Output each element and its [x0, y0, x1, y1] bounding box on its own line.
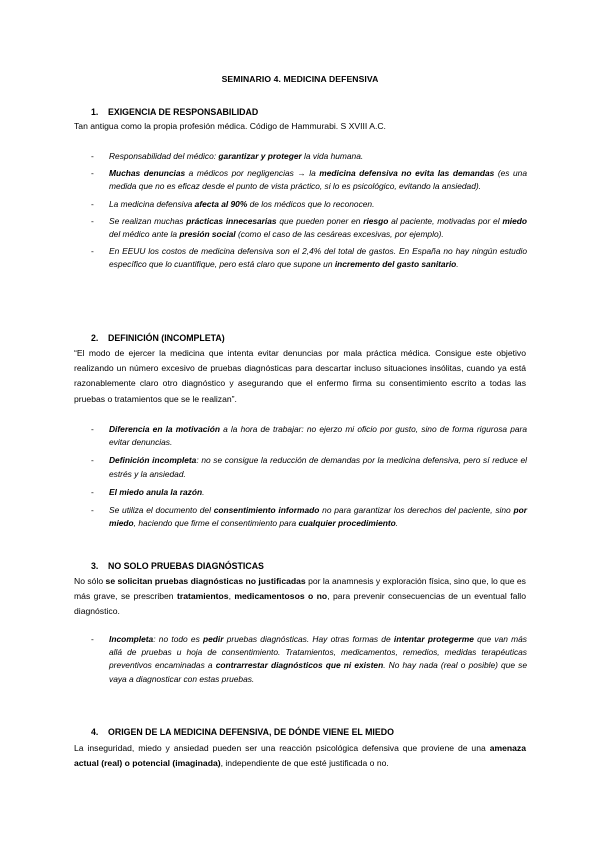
section-1-title: EXIGENCIA DE RESPONSABILIDAD [108, 107, 259, 117]
bullet-afecta-90: - La medicina defensiva afecta al 90% de los médicos que lo reconocen. [91, 198, 527, 211]
bullet-definicion-incompleta: - Definición incompleta: no se consigue la reducción de demandas por la medicina defensiva, pero sí reduce el estrés y la ansiedad. [91, 454, 527, 480]
section-1-heading [91, 107, 258, 117]
page-title: SEMINARIO 4. MEDICINA DEFENSIVA [221, 74, 379, 84]
bullet-denuncias: - Muchas denuncias a médicos por negligencias → la medicina defensiva no evita las demandas (es una medida que no es eficaz desde el punto de vista práctico, si lo es psicológico, evitando la ansiedad). [91, 167, 527, 193]
section-2-title: DEFINICIÓN (INCOMPLETA) [108, 333, 225, 343]
section-4-heading [91, 727, 394, 737]
section-1-bullets [91, 150, 527, 272]
section-4-intro: La inseguridad, miedo y ansiedad pueden ser una reacción psicológica defensiva que proviene de una amenaza actual (real) o potencial (imaginada), independiente de que esté justificada o no. [74, 743, 526, 769]
section-3-title: NO SOLO PRUEBAS DIAGNÓSTICAS [108, 561, 264, 571]
bullet-responsabilidad: - Responsabilidad del médico: garantizar y proteger la vida humana. [91, 150, 527, 163]
section-1-number: 1. [91, 107, 99, 117]
bullet-consentimiento: - Se utiliza el documento del consentimiento informado no para garantizar los derechos del paciente, sino por miedo, haciendo que firme el consentimiento para cualquier procedimiento. [91, 504, 527, 530]
section-2-bullets [91, 423, 527, 530]
bullet-costos-eeuu: - En EEUU los costos de medicina defensiva son el 2,4% del total de gastos. En España no hay ningún estudio específico que lo cuantifique, pero está claro que supone un incremento del gasto sanitario. [91, 245, 527, 271]
section-3-number: 3. [91, 561, 99, 571]
section-2-definition: “El modo de ejercer la medicina que intenta evitar denuncias por mala práctica médica. Consigue este objetivo realizando un número excesivo de pruebas diagnósticas para descartar incluso situaciones insólitas, cuando ya está razonablemente claro otro diagnóstico y asegurando que el enfermo firma su consentimiento escrito a todas las pruebas o tratamientos que se le realizan”. [74, 348, 526, 404]
section-2-heading [91, 333, 225, 343]
bullet-miedo-razon: - El miedo anula la razón. [91, 486, 527, 499]
bullet-incompleta: - Incompleta: no todo es pedir pruebas diagnósticas. Hay otras formas de intentar protegerme que van más allá de pruebas u hoja de consentimiento. Tratamientos, medicamentos, remedios, medidas terapéuticas preventivos encaminadas a contrarrestar diagnósticos que ni existen. No hay nada (real o posible) que se vaya a diagnosticar con estas pruebas. [91, 633, 527, 686]
bullet-practicas-innecesarias: - Se realizan muchas prácticas innecesarias que pueden poner en riesgo al paciente, motivadas por el miedo del médico ante la presión social (como el caso de las cesáreas excesivas, por ejemplo). [91, 215, 527, 241]
section-3-heading [91, 561, 264, 571]
bullet-diferencia-motivacion: - Diferencia en la motivación a la hora de trabajar: no ejerzo mi oficio por gusto, sino de forma rigurosa para evitar denuncias. [91, 423, 527, 449]
section-1-intro: Tan antigua como la propia profesión médica. Código de Hammurabi. S XVIII A.C. [74, 121, 386, 131]
section-4-title: ORIGEN DE LA MEDICINA DEFENSIVA, DE DÓNDE VIENE EL MIEDO [108, 727, 394, 737]
section-4-number: 4. [91, 727, 99, 737]
section-2-number: 2. [91, 333, 99, 343]
section-3-intro: No sólo se solicitan pruebas diagnósticas no justificadas por la anamnesis y exploración física, sino que, lo que es más grave, se prescriben tratamientos, medicamentosos o no, para prevenir consecuencias de un eventual fallo diagnóstico. [74, 576, 526, 617]
section-3-bullets [91, 633, 527, 686]
